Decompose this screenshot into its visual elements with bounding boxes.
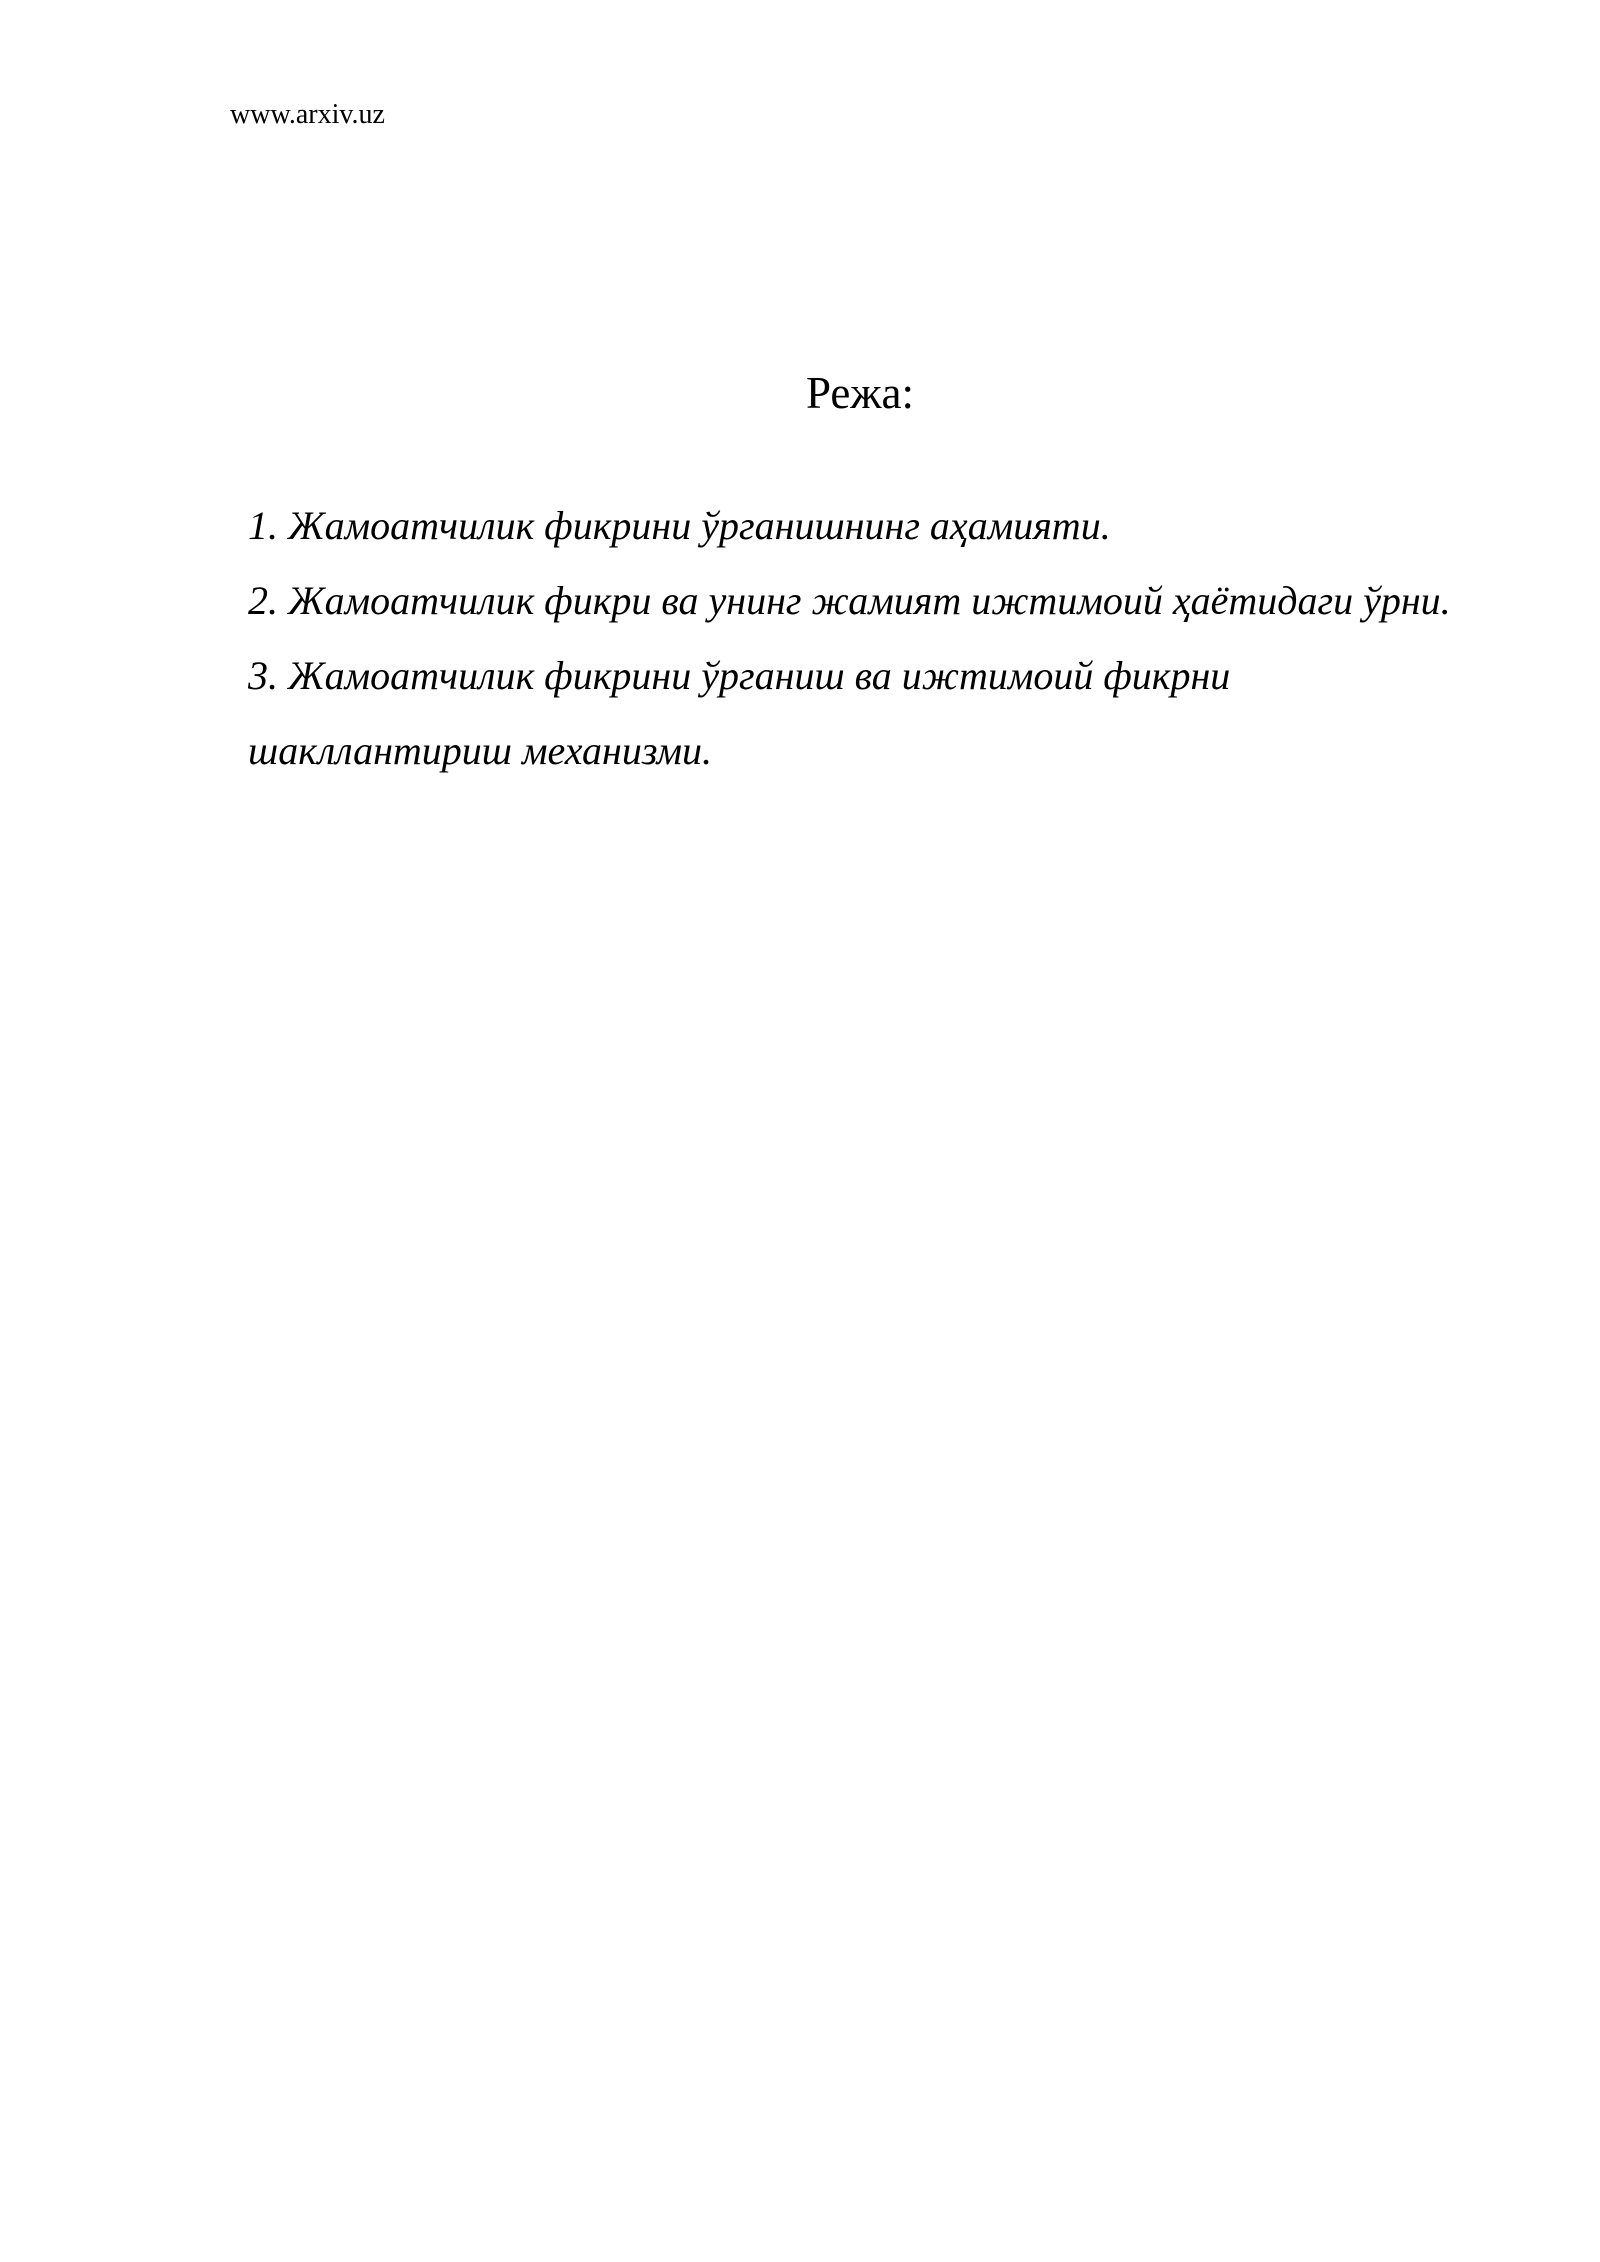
plan-item-2 xyxy=(248,563,1468,638)
plan-item-text: Жамоатчилик фикрини ўрганиш ва ижтимоий фикрни шакллантириш механизми. xyxy=(248,653,1231,773)
plan-item-number: 2. xyxy=(248,578,278,623)
plan-item-number: 3. xyxy=(248,653,278,698)
plan-item-1 xyxy=(248,488,1468,563)
plan-item-number: 1. xyxy=(248,503,278,548)
plan-list xyxy=(248,488,1468,788)
header-website-url: www.arxiv.uz xyxy=(230,99,385,130)
plan-item-text: Жамоатчилик фикрини ўрганишнинг аҳамияти. xyxy=(288,503,1111,548)
plan-title: Режа: xyxy=(806,368,914,418)
plan-item-3 xyxy=(248,638,1468,788)
plan-item-text: Жамоатчилик фикри ва унинг жамият ижтимоий ҳаётидаги ўрни. xyxy=(288,578,1451,623)
